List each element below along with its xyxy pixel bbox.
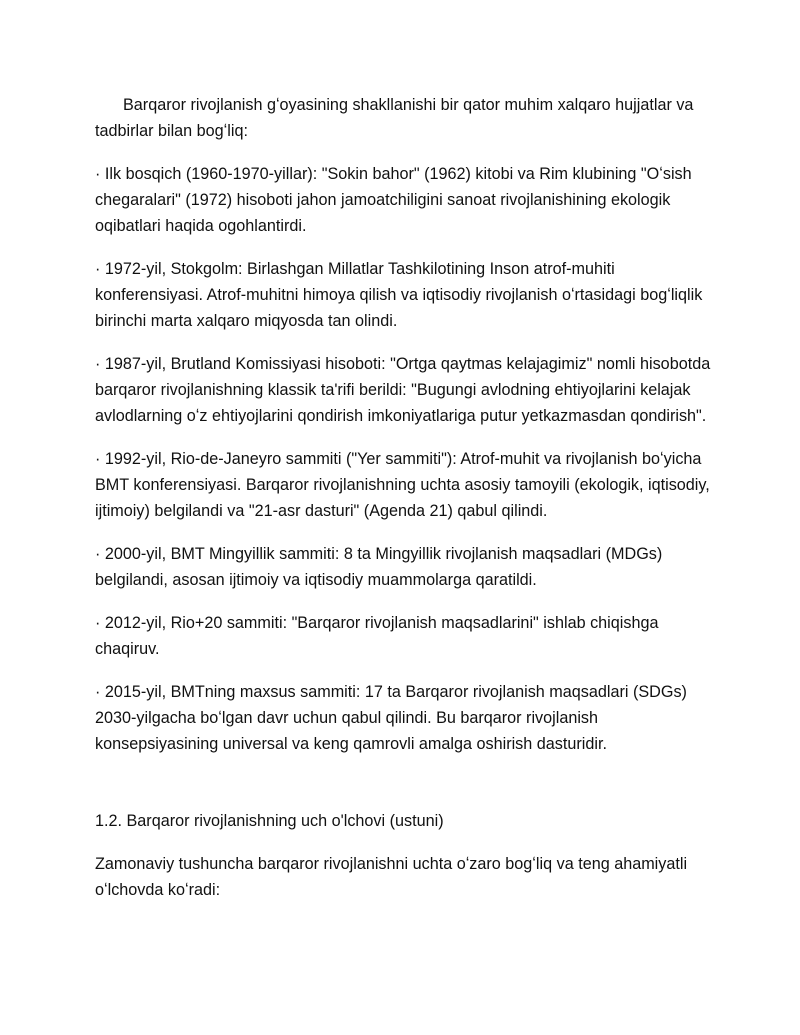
section-spacer bbox=[95, 774, 720, 808]
document-page bbox=[95, 92, 720, 920]
list-item-1987-brundtland: · 1987-yil, Brutland Komissiyasi hisoboti: "Ortga qaytmas kelajagimiz" nomli hisobotda barqaror rivojlanishning klassik ta'rifi berildi: "Bugungi avlodning ehtiyojlarini kelajak avlodlarning oʻz ehtiyojlarini qondirish imkoniyatlariga putur yetkazmasdan qondirish". bbox=[95, 355, 711, 425]
section-heading: 1.2. Barqaror rivojlanishning uch o'lchovi (ustuni) bbox=[95, 812, 444, 830]
list-item-2000-millennium: · 2000-yil, BMT Mingyillik sammiti: 8 ta Mingyillik rivojlanish maqsadlari (MDGs) belgilandi, asosan ijtimoiy va iqtisodiy muammolarga qaratildi. bbox=[95, 545, 663, 589]
section-intro-paragraph: Zamonaviy tushuncha barqaror rivojlanishni uchta oʻzaro bogʻliq va teng ahamiyatli oʻlchovda koʻradi: bbox=[95, 855, 688, 899]
list-item-1992-rio: · 1992-yil, Rio-de-Janeyro sammiti ("Yer sammiti"): Atrof-muhit va rivojlanish boʻyicha BMT konferensiyasi. Barqaror rivojlanishning uchta asosiy tamoyili (ekologik, iqtisodiy, ijtimoiy) belgilandi va "21-asr dasturi" (Agenda 21) qabul qilindi. bbox=[95, 450, 710, 520]
intro-paragraph: Barqaror rivojlanish gʻoyasining shakllanishi bir qator muhim xalqaro hujjatlar va tadbirlar bilan bogʻliq: bbox=[95, 96, 694, 140]
list-item-1972-stockholm: · 1972-yil, Stokgolm: Birlashgan Millatlar Tashkilotining Inson atrof-muhiti konferensiyasi. Atrof-muhitni himoya qilish va iqtisodiy rivojlanish oʻrtasidagi bogʻliqlik birinchi marta xalqaro miqyosda tan olindi. bbox=[95, 260, 703, 330]
list-item-2015-sdgs: · 2015-yil, BMTning maxsus sammiti: 17 ta Barqaror rivojlanish maqsadlari (SDGs) 2030-yilgacha boʻlgan davr uchun qabul qilindi. Bu barqaror rivojlanish konsepsiyasining universal va keng qamrovli amalga oshirish dasturidir. bbox=[95, 683, 687, 753]
list-item-2012-rio20: · 2012-yil, Rio+20 sammiti: "Barqaror rivojlanish maqsadlarini" ishlab chiqishga chaqiruv. bbox=[95, 614, 659, 658]
list-item-early-stage: · Ilk bosqich (1960-1970-yillar): "Sokin bahor" (1962) kitobi va Rim klubining "Oʻsish chegaralari" (1972) hisoboti jahon jamoatchiligini sanoat rivojlanishining ekologik oqibatlari haqida ogohlantirdi. bbox=[95, 165, 692, 235]
